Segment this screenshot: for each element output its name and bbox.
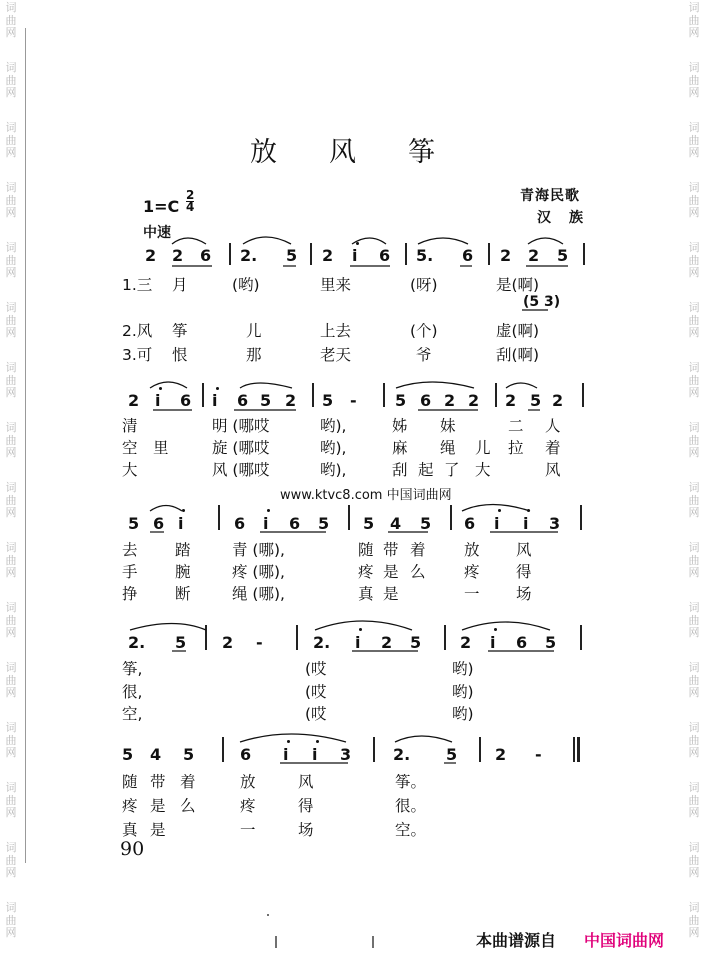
time-sig-top: 2 (186, 188, 195, 202)
octave-dot (527, 509, 530, 512)
lyric: 风 (哪哎 (212, 461, 270, 479)
watermark-char: 词 (5, 301, 17, 314)
lyric: 么 (410, 563, 426, 581)
note: 2 (460, 633, 472, 652)
lyric: 大 (122, 461, 138, 479)
lyric: 明 (哪哎 (212, 417, 270, 435)
note: 2 (495, 745, 507, 764)
note: 3 (340, 745, 352, 764)
watermark-char: 词 (5, 661, 17, 674)
watermark-char: 网 (5, 386, 17, 399)
watermark-char: 词 (688, 781, 700, 794)
watermark-char: 网 (5, 446, 17, 459)
watermark-char: 曲 (688, 373, 700, 387)
lyric: 刮 (392, 461, 408, 479)
note: i (283, 745, 289, 764)
watermark-char: 词 (5, 421, 17, 434)
note: 2 (468, 391, 480, 410)
watermark-char: 曲 (688, 913, 700, 927)
watermark-char: 词 (688, 721, 700, 734)
watermark-char: 词 (688, 661, 700, 674)
watermark-char: 曲 (5, 913, 17, 927)
lyric: 很。 (395, 797, 427, 815)
watermark-char: 曲 (688, 493, 700, 507)
note: i (155, 391, 161, 410)
lyric: 带 (383, 541, 399, 559)
watermark-char: 曲 (5, 793, 17, 807)
watermark-char: 词 (5, 721, 17, 734)
note: 5 (128, 514, 140, 533)
lyric: 场 (516, 585, 532, 603)
octave-dot (287, 740, 290, 743)
lyric: 那 (246, 346, 262, 364)
watermark-char: 词 (5, 121, 17, 134)
lyric: 人 (545, 417, 561, 435)
octave-dot (159, 387, 162, 390)
note: 6 (237, 391, 249, 410)
lyric: 哟), (320, 439, 347, 457)
watermark-char: 曲 (5, 193, 17, 207)
lyric: 很, (122, 683, 143, 701)
note: 5 (286, 246, 298, 265)
watermark-char: 网 (688, 146, 700, 159)
lyric: 儿 (246, 322, 262, 340)
lyric: 空 (122, 439, 138, 457)
watermark-char: 词 (5, 541, 17, 554)
note: - (350, 391, 357, 410)
song-title: 放风筝 (250, 137, 487, 168)
watermark-char: 词 (688, 241, 700, 254)
watermark-char: 曲 (688, 13, 700, 27)
note: 2 (444, 391, 456, 410)
note: 6 (180, 391, 192, 410)
watermark-char: 网 (5, 266, 17, 279)
lyric: 着 (180, 773, 196, 791)
lyric: 随 (358, 541, 374, 559)
note: 5 (557, 246, 569, 265)
watermark-char: 网 (688, 806, 700, 819)
lyric: 么 (180, 797, 196, 815)
watermark-char: 曲 (5, 73, 17, 87)
note: 6 (234, 514, 246, 533)
lyric: 腕 (175, 563, 191, 581)
lyric: 里 (153, 439, 169, 457)
watermark-char: 网 (688, 866, 700, 879)
note: 2 (285, 391, 297, 410)
lyric: 风 (298, 773, 314, 791)
watermark-char: 网 (5, 746, 17, 759)
lyric: 二 (508, 417, 524, 435)
lyric: 拉 (508, 439, 524, 457)
lyric: 姊 (392, 417, 408, 435)
watermark-char: 网 (688, 86, 700, 99)
watermark-char: 网 (688, 446, 700, 459)
watermark-char: 网 (688, 326, 700, 339)
watermark-char: 词 (688, 61, 700, 74)
watermark-char: 词 (688, 841, 700, 854)
watermark-char: 网 (5, 326, 17, 339)
lyric: 是 (383, 585, 399, 603)
lyric: 哟) (452, 705, 474, 723)
watermark-char: 词 (688, 601, 700, 614)
watermark-char: 曲 (688, 433, 700, 447)
lyric: 哟) (452, 660, 474, 678)
footer-source-label: 本曲谱源自 (476, 931, 557, 950)
note: 5 (395, 391, 407, 410)
octave-dot (216, 387, 219, 390)
watermark-char: 词 (688, 481, 700, 494)
watermark-char: 词 (5, 601, 17, 614)
tempo-marking: 中速 (143, 225, 171, 241)
lyric: 上去 (320, 322, 352, 340)
note: 5 (322, 391, 334, 410)
note: 5 (318, 514, 330, 533)
note: 5 (530, 391, 542, 410)
octave-dot (356, 242, 359, 245)
lyric: 哟) (452, 683, 474, 701)
octave-dot (316, 740, 319, 743)
watermark-char: 网 (688, 26, 700, 39)
watermark-char: 曲 (5, 433, 17, 447)
watermark-char: 网 (688, 386, 700, 399)
note: 6 (200, 246, 212, 265)
lyric: 青 (哪), (232, 541, 285, 559)
watermark-char: 网 (688, 206, 700, 219)
lyric: 筝, (122, 660, 143, 678)
watermark-char: 词 (5, 361, 17, 374)
watermark-char: 词 (5, 481, 17, 494)
lyric: 风 (516, 541, 532, 559)
watermark-char: 网 (5, 806, 17, 819)
note: 2 (528, 246, 540, 265)
lyric: 1.三 (122, 276, 153, 294)
lyric: 筝 (172, 322, 188, 340)
lyric: 断 (175, 585, 191, 603)
watermark-char: 曲 (5, 493, 17, 507)
lyric: 放 (464, 541, 480, 559)
note: i (523, 514, 529, 533)
note: 2 (172, 246, 184, 265)
watermark-char: 网 (5, 686, 17, 699)
watermark-char: 曲 (688, 253, 700, 267)
lyric: 虚(啊) (496, 322, 540, 340)
lyric: 疼 (122, 797, 138, 815)
note: 2 (222, 633, 234, 652)
lyric: 儿 (475, 439, 491, 457)
lyric: 疼 (哪), (232, 563, 285, 581)
note: 6 (240, 745, 252, 764)
lyric: 疼 (358, 563, 374, 581)
watermark-char: 网 (688, 686, 700, 699)
lyric: 起 (418, 461, 434, 479)
watermark-char: 网 (5, 506, 17, 519)
lyric: 绳 (440, 439, 456, 457)
watermark-char: 曲 (688, 733, 700, 747)
lyric: 场 (298, 821, 314, 839)
lyric: 一 (240, 821, 256, 839)
lyric: 月 (172, 276, 188, 294)
song-ethnicity: 汉族 (537, 210, 601, 226)
note: 2. (313, 633, 331, 652)
watermark-char: 曲 (688, 553, 700, 567)
page-number: 90 (120, 838, 145, 860)
lyric: 空, (122, 705, 143, 723)
note: 2 (322, 246, 334, 265)
watermark-char: 词 (5, 901, 17, 914)
lyric: 风 (545, 461, 561, 479)
note: 2 (552, 391, 564, 410)
note: 5 (545, 633, 557, 652)
lyric: 麻 (392, 439, 408, 457)
watermark-char: 网 (688, 746, 700, 759)
octave-dot (182, 509, 185, 512)
watermark-char: 网 (688, 566, 700, 579)
watermark-char: 网 (5, 626, 17, 639)
watermark-char: 词 (688, 121, 700, 134)
note: 2. (393, 745, 411, 764)
watermark-char: 曲 (688, 133, 700, 147)
lyric: (哎 (305, 660, 327, 678)
watermark-char: 曲 (5, 853, 17, 867)
lyric: 爷 (416, 346, 432, 364)
lyric: 3.可 (122, 346, 153, 364)
watermark-char: 词 (5, 781, 17, 794)
lyric: (呀) (410, 276, 438, 294)
lyric: 旋 (哪哎 (212, 439, 270, 457)
watermark-char: 网 (5, 146, 17, 159)
watermark-char: 词 (5, 841, 17, 854)
note: 5 (175, 633, 187, 652)
note: 5 (122, 745, 134, 764)
lyric: 刮(啊) (496, 346, 540, 364)
lyric: 踏 (175, 541, 191, 559)
lyric: 2.风 (122, 322, 153, 340)
note: i (212, 391, 218, 410)
watermark-char: 曲 (5, 553, 17, 567)
watermark-char: 词 (688, 421, 700, 434)
lyric: 着 (410, 541, 426, 559)
watermark-char: 曲 (5, 673, 17, 687)
lyric: (哎 (305, 683, 327, 701)
note: 5 (420, 514, 432, 533)
note: i (312, 745, 318, 764)
watermark-char: 曲 (5, 373, 17, 387)
watermark-char: 网 (688, 926, 700, 939)
lyric: (哟) (232, 276, 260, 294)
note: - (535, 745, 542, 764)
note: 2 (145, 246, 157, 265)
note: 6 (153, 514, 165, 533)
watermark-char: 曲 (688, 673, 700, 687)
watermark-char: 网 (688, 626, 700, 639)
lyric: 恨 (172, 346, 188, 364)
lyric: 空。 (395, 821, 427, 839)
note: 6 (420, 391, 432, 410)
lyric: (个) (410, 322, 438, 340)
lyric: 是(啊) (496, 276, 540, 294)
note: 2. (240, 246, 258, 265)
note: 2. (128, 633, 146, 652)
note: i (263, 514, 269, 533)
lyric: 真 (122, 821, 138, 839)
watermark-char: 网 (5, 26, 17, 39)
note: 5. (416, 246, 434, 265)
octave-dot (359, 628, 362, 631)
watermark-char: 网 (688, 266, 700, 279)
watermark-char: 网 (5, 206, 17, 219)
lyric: 着 (545, 439, 561, 457)
note: i (352, 246, 358, 265)
watermark-char: 曲 (688, 793, 700, 807)
watermark-char: 词 (688, 181, 700, 194)
song-origin: 青海民歌 (520, 188, 580, 204)
alt-notes: (5 3) (523, 294, 561, 310)
watermark-char: 曲 (5, 733, 17, 747)
lyric: 绳 (哪), (232, 585, 285, 603)
note: i (178, 514, 184, 533)
lyric: 是 (383, 563, 399, 581)
lyric: 妹 (440, 417, 456, 435)
watermark-char: 词 (5, 241, 17, 254)
lyric: 清 (122, 417, 138, 435)
note: 5 (260, 391, 272, 410)
watermark-char: 词 (688, 901, 700, 914)
note: 6 (379, 246, 391, 265)
watermark-char: 曲 (5, 613, 17, 627)
watermark-char: 网 (5, 86, 17, 99)
watermark-char: 曲 (688, 313, 700, 327)
note: 6 (464, 514, 476, 533)
lyric: 一 (464, 585, 480, 603)
note: 6 (462, 246, 474, 265)
watermark-char: 曲 (688, 613, 700, 627)
lyric: 疼 (464, 563, 480, 581)
watermark-char: 词 (5, 61, 17, 74)
note: 2 (128, 391, 140, 410)
note: 4 (390, 514, 402, 533)
note: 5 (183, 745, 195, 764)
octave-dot (267, 509, 270, 512)
note: - (256, 633, 263, 652)
lyric: 里来 (320, 276, 352, 294)
time-sig-bottom: 4 (186, 200, 195, 214)
note: i (494, 514, 500, 533)
note: 6 (289, 514, 301, 533)
watermark-char: 曲 (688, 853, 700, 867)
watermark-char: 网 (5, 866, 17, 879)
watermark-char: 词 (688, 361, 700, 374)
watermark-char: 网 (5, 566, 17, 579)
lyric: (哎 (305, 705, 327, 723)
lyric: 了 (444, 461, 460, 479)
note: i (355, 633, 361, 652)
lyric: 去 (122, 541, 138, 559)
watermark-char: 词 (688, 1, 700, 14)
watermark-char: 曲 (688, 193, 700, 207)
lyric: 挣 (122, 585, 138, 603)
lyric: 哟), (320, 417, 347, 435)
lyric: 是 (150, 821, 166, 839)
watermark-char: 词 (5, 181, 17, 194)
lyric: 老天 (320, 346, 352, 364)
note: i (490, 633, 496, 652)
lyric: 得 (298, 797, 314, 815)
note: 2 (505, 391, 517, 410)
watermark-char: 曲 (5, 253, 17, 267)
lyric: 放 (240, 773, 256, 791)
watermark-char: 网 (5, 926, 17, 939)
lyric: 是 (150, 797, 166, 815)
note: 3 (549, 514, 561, 533)
note: 2 (500, 246, 512, 265)
lyric: 手 (122, 563, 138, 581)
footer-site-link[interactable]: 中国词曲网 (584, 931, 665, 950)
note: 5 (363, 514, 375, 533)
lyric: 大 (475, 461, 491, 479)
watermark-char: 曲 (688, 73, 700, 87)
site-url[interactable]: www.ktvc8.com 中国词曲网 (280, 488, 452, 503)
lyric: 得 (516, 563, 532, 581)
watermark-char: 网 (688, 506, 700, 519)
watermark-char: 词 (688, 541, 700, 554)
watermark-char: 词 (5, 1, 17, 14)
lyric: 哟), (320, 461, 347, 479)
lyric: 真 (358, 585, 374, 603)
watermark-char: 曲 (5, 313, 17, 327)
lyric: 带 (150, 773, 166, 791)
lyric: 疼 (240, 797, 256, 815)
note: 5 (446, 745, 458, 764)
lyric: 筝。 (395, 773, 427, 791)
octave-dot (498, 509, 501, 512)
watermark-char: 曲 (5, 13, 17, 27)
note: 5 (410, 633, 422, 652)
lyric: 随 (122, 773, 138, 791)
watermark-char: 曲 (5, 133, 17, 147)
note: 6 (516, 633, 528, 652)
octave-dot (494, 628, 497, 631)
note: 4 (150, 745, 162, 764)
key-signature: 1=C (143, 197, 180, 216)
watermark-char: 词 (688, 301, 700, 314)
note: 2 (381, 633, 393, 652)
